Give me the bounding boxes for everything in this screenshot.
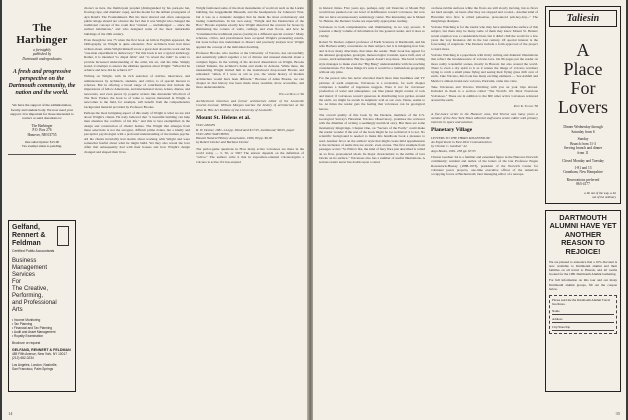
paragraph: in historic times. Five years ago, perhaps only old Vesuvius or Mount Fuji would have pushed over our level of indifference toward volcanoes, but now that we have an unnecessary seismology center. The interesting one is Mount St. Helens, the Deckers' books are especially appropriate reading. (319, 6, 425, 23)
byline: Ruth K. Thorne '58 (513, 104, 538, 109)
divider (8, 154, 76, 155)
paragraph: Perhaps the most intriguing aspect of this study of Wright is what we are told about Wright's clients. He truly believed that "a beautiful building can help man abandon the conflicts of his life," and this is best exemplified in the design and construction of clients' homes. The Wright that emerges from these selections is not the arrogant, difficult prima donna, but a kindly and perceptive psychologist with a profound understanding of the human psyche. All his clients invariably had doubts about working with Wright and were somewhat fearful about what he might build. Yet they also reveal the love affair that subsequently had with their houses and how Wright's design changed and shaped their lives. (84, 110, 190, 154)
gelfand-request: Brochure or request (12, 341, 41, 345)
author-bio: Architectural historian and former architecture editor of the Louisville Courier-Journal, William Morgan teaches the history of architecture at the Allen R. Hite Art Institute of the University of Louisville. (196, 98, 304, 112)
book-citation: LETTERS TO THE THIRD MILLENNIUM: An Experiment in East-West Communication by Clinton C. Gardner '44 Argo Books, 1981. 258 pp. $7.95 (431, 135, 492, 153)
paragraph: For the person who has never absorbed much more than headlines and TV pictures of earth eruptions, Volcanoes is a revelation, for each chapter comprises a handful of ingenious nuggets. Were it not for volcanoes' production of water and atmosphere, our blue planet might consist of rock and metal; if volcanoes weren't generous in distributing iron pyrites around the earth, we might be awash in sulphuric acid as our own, Venus, seems to be. At times the reader gets the feeling that volcanoes can be geological heroes. (319, 76, 425, 111)
paragraph: Writing on Wright, with its rich selection of articles, interviews, and reminiscences by architects, students, and critics, is of special interest to scholars. But in offering a broad range of contributions that include the impressions of fellow Americans, and international views, letters, diaries, and newscasts, and even pieces by popular writers like Alexander Woollcott of The New Yorker, the book is of value to anyone interested in Wright. A newcomer to the field, for example, will benefit from the comprehensive background material provided by Professor Brooks. (84, 74, 190, 109)
author-bio: A free-lance writer in the Hanover area, Ted Thorne was many years a member of the New York Times editorial staff and a senior editor with primary interests in space and aviation. (431, 111, 538, 125)
gelfand-ad (8, 220, 76, 392)
headline-line: Place (563, 59, 603, 79)
gelfand-address: 489 Fifth Avenue, New York, NY 10017 (212) 682-0234 (12, 352, 67, 360)
gelfand-services-head: Business Management Services For The Creative, Performing, and Professional Arts (12, 258, 57, 313)
taliesin-ad (545, 6, 621, 204)
page-number: 35 (615, 411, 620, 416)
coupon-field[interactable] (552, 317, 614, 323)
page-number: 14 (8, 411, 13, 416)
column-2 (84, 6, 190, 156)
taliesin-location: 1-81 and 13 Grantham, New Hampshire (563, 165, 603, 175)
review-heading: Planetary Village (431, 127, 473, 134)
headline-line: Lovers (558, 97, 608, 117)
paragraph: Clinton Gardner '44 is a familiar and esteemed figure in the Hanover-Norwich community; resident and author of the letters of the late Professor Eugen Rosenstock-Huessy (1888-1973), president of the Norwich Center for volunteer peace projects, one-time executive officer of the American occupying forces at Buchenwald, later managing editor of a newspa- (431, 155, 538, 177)
dartmouth-body: We are pleased to announce that a 10% discount is now available to Dartmouth alumni and their families on all travel to Hawaii, and all rooms booked for the 1981 Dartmouth Alumni Gathering. (549, 260, 617, 277)
taliesin-headline (549, 41, 617, 117)
gelfand-offices: Los Angeles, London, Nashville, San Francisco, Palm Springs (12, 363, 58, 371)
paragraph: The overall quality of this book by the Deckers, members of the U.S. Geological Survey's Hawaiian Volcano Observatory, promises the reviewer with the dilemma of writing a seemingly uncritical story. But there are some momentary misgivings. Chapter One, on "Secrets of the Earth," could make the reader wonder if the rest of the book might be too technical: it is not. No scientific background is needed to make this handbook book a pleasure to read. Another favor on the authors' style that might create mild apprehension is the inclusion of terms that are exotic, even arcane. The first example from passages occurs "St. Elmo's fire, the kind of fiery flare just described is called an aa flow, pronounced ah-ah. Its major characteristic is the rubble of lava blocks on its surface." Volcanoes also has a number of useful illustrations. A serious reader never has doubts upon a stand. (319, 112, 425, 165)
dartmouth-cta: For full information on this tour and our many Dartmouth alumni groups, fill out the coupon below. (549, 278, 617, 291)
dartmouth-ad (545, 210, 621, 392)
gelfand-tagline: Certified Public Accountants (12, 249, 55, 253)
taliesin-logo: Taliesin (549, 10, 617, 27)
taliesin-sunday: Sunday Brunch from 11-3 Serving brunch and dinner from 11 (563, 137, 603, 155)
coupon-field-label: Address (552, 316, 563, 321)
harbinger-body: We have the support of the administration, faculty and student body. We now need your support. It is important for those interested to contact or send donations to: (10, 103, 74, 121)
taliesin-closed: Closed Monday and Tuesday (562, 158, 604, 163)
coupon-field[interactable] (552, 309, 614, 315)
gelfand-name: Gelfand, Rennert & Feldman (12, 224, 46, 247)
column-5 (431, 6, 538, 179)
harbinger-ad (8, 6, 76, 155)
paragraph: Take Volcanoes and Volcano Watching with you on your trips abroad. Included in them is a section called "The World's 101 Most Notorious Volcanoes." These are in addition to the 600 other active volcanoes scattered around the earth. (431, 85, 538, 102)
paragraph: Volcano Watching is for the tourist who may have skimmed the surface of this subject, but there may be many some of them may know Mount St. Helens' recent eruption was a considerable blast, but it didn't chill the world for a few years the way Krakatoa did in the last century. Of special interest is the forecasting of eruptions. The Deckers include a form approved of the project to learn more. (431, 25, 538, 51)
taliesin-dinner: Dinner Wednesday through Saturday from 6 (563, 125, 603, 134)
coupon (549, 295, 617, 334)
gelfand-logo-icon (57, 226, 69, 246)
paragraph: on these rubble surfaces while the flows are still slowly moving, but as flows are hard enough, on bears after they are stopped and cooled... Another kind of Hawaiian lava flow is called pahoehoe, pronounced pah-hoy-hoy..." The misgivings dissipate. (431, 6, 538, 23)
harbinger-headline: A fresh and progressive perspective on the Dartmouth community, the nation and the world. (8, 69, 76, 97)
paragraph: Professor Brooks, who teaches at the University of Toronto, has successfully and sensitively pulled together a lot of diverse and unusual material about a complex figure. In the writing of his doctoral dissertation on Wright, Brooks visited Taliesin, the architect's home and studio in Arizona. While there, the unassuming Wright invited him to the leaderboard drop-tossed Brooks and remarked: "Allen, if I were as old as you, the whole history of modern architecture would have been different." Because of Allen Brooks, we can chapter in that history has been made more readable, more accessible, and more understandable. (196, 50, 304, 90)
paragraph: chotect as hers, the flamboyant prophet (distinguished by his pork-pie hat, flowing cape, and dramatic cape), and the model for the defiant protagonist of Ayn Rand's The Fountainhead. But his most shrewd and often outrageous public image should not obscure the fact that it was Wright who changed the traditional concept of the room that "existed — unchallenged — since the earliest habitations," and who designed some of the most remarkable buildings of the 20th century. (84, 6, 190, 36)
harbinger-tax-note: Tax exempt status is pending. (21, 144, 63, 149)
review-heading: Mount St. Helens et al. (196, 114, 251, 121)
harbinger-address: The Harbinger P.O. Box 276 Hanover, NH 03755 (27, 123, 57, 137)
coupon-field-label: Name (552, 308, 560, 313)
byline: William Morgan '66 (278, 91, 304, 96)
paragraph: The parlor-game questions in How many active volcanoes are there in the world today — 5, 50, or 500? The answer depends on the definition of "active." The authors write it that in exposition-oriented volcanologists a volcano is active if it has erupted (196, 146, 304, 164)
right-page (313, 0, 626, 420)
dartmouth-headline: DARTMOUTH ALUMNI HAVE YET ANOTHER REASON TO REJOICE! (549, 213, 617, 256)
headline-line: For (570, 78, 596, 98)
headline-line: A (576, 40, 590, 60)
taliesin-footer: a bit out of the way, a lot out of the ordinary (584, 191, 616, 199)
paragraph: Robert W. Decker, adjunct professor of Earth Sciences at Dartmouth, and his wife Barbara subtly concentrate on their subject, but it is intriguing how fast, and at how many directions, that takes the reader. Their book has appeal for the amateur geographer, geologist, meteorologist, botanist, space buff, and, of course, environmentalist. But the appeal doesn't stop there. The lucid writing style manages to make even the "Big Bang" understandable with far-reaching considerations. For those things it's said, it would be a tremendous geography without any plate. (319, 40, 425, 75)
paragraph: Volcanoes is both comprehensive and illuminating, in no way prosaic. It presents a likely volume of information for the general reader, and it does so vividly. (319, 25, 425, 38)
left-page (2, 0, 309, 420)
harbinger-title: The Harbinger (16, 22, 68, 46)
coupon-title: Please send me the Dartmouth Alumni Travel brochures. (552, 297, 611, 306)
harbinger-sub-price: One subscription: $15.00 (24, 140, 60, 145)
paragraph: Volcano Watching is a paperback with lively writing and dramatic illustrations that reflect the incandescence of volcano lava. On 80 pages put the reader on more really wonderful scenes, mostly in Hawaii, but also around the world. There is even a dry spirit to it as it relates the image of volcano watchers trying to catch a small plane flying and seeing their flying grass drift over of earth. Like Volcano, this book has many exciting elements — Sea Ashfall and Mexico's almost-brand-new volcano, Paricutin, came into view. (431, 52, 538, 83)
coupon-field[interactable] (552, 325, 614, 331)
taliesin-reservations: Reservations preferred 863-4177 (566, 177, 600, 187)
gelfand-services: • Income Monitoring • Tax Planning • Financial and Tax Planning • Audit and Asset Management • Royalty Examination (12, 318, 56, 338)
book-citation: VOLCANOES R. W. Decker, 1981. 244 pp. Illustrated $17.95, hardbound; $8.95, paper VOLCANO WATCHING Hawaii Natural History Association, 1980, 80 pp. $6.00 by Robert Decker and Barbara Decker (196, 123, 295, 145)
paragraph: Even though he was 75 when the first book on him in English appeared, the bibliography on Wright is quite extensive. Few architects have had more written about, while Wright himself wrote a great deal about his work and his "one-man experiment in democracy." Yet this book is not a typical anthology. Rather, it is intended "to dispel fable" and "to reveal the truth" in order to provide increased understanding of the artist, his art, and his time. Simply stated, it attempts to answer the ultimate question about Wright: "What did he achieve and how did he achieve it?" (84, 38, 190, 73)
paragraph: Wright fashioned some of the most monuments of world art such as the Larkin building, the Guggenheim Museum, and the headquarters for Johnson's Wax, but it was as a domestic designer that he made his most evolutionary and lasting contributions. In his own essay, "Wright and the Destruction of the Box," Brooks explains exactly how Wright dissolved the concern for boxes by eliminating the corners of walls, ceilings, and even floors, and how he "transmuted the traditional pieces (rooms) in a different special context." Many scholars, critics, and practitioners have accepted Wright's pioneering results, but none before has undertaken to dissect and precisely analyze how Wright applied the concept of the individual dwelling. (196, 6, 304, 49)
coupon-field-label: City/State/Zip (552, 324, 571, 329)
harbinger-subtitle: a fortnightly published by Dartmouth undergraduates (22, 48, 62, 61)
gelfand-firm: GELFAND, RENNERT & FELDMAN (12, 348, 71, 352)
column-3 (196, 6, 304, 166)
column-4 (319, 6, 425, 166)
